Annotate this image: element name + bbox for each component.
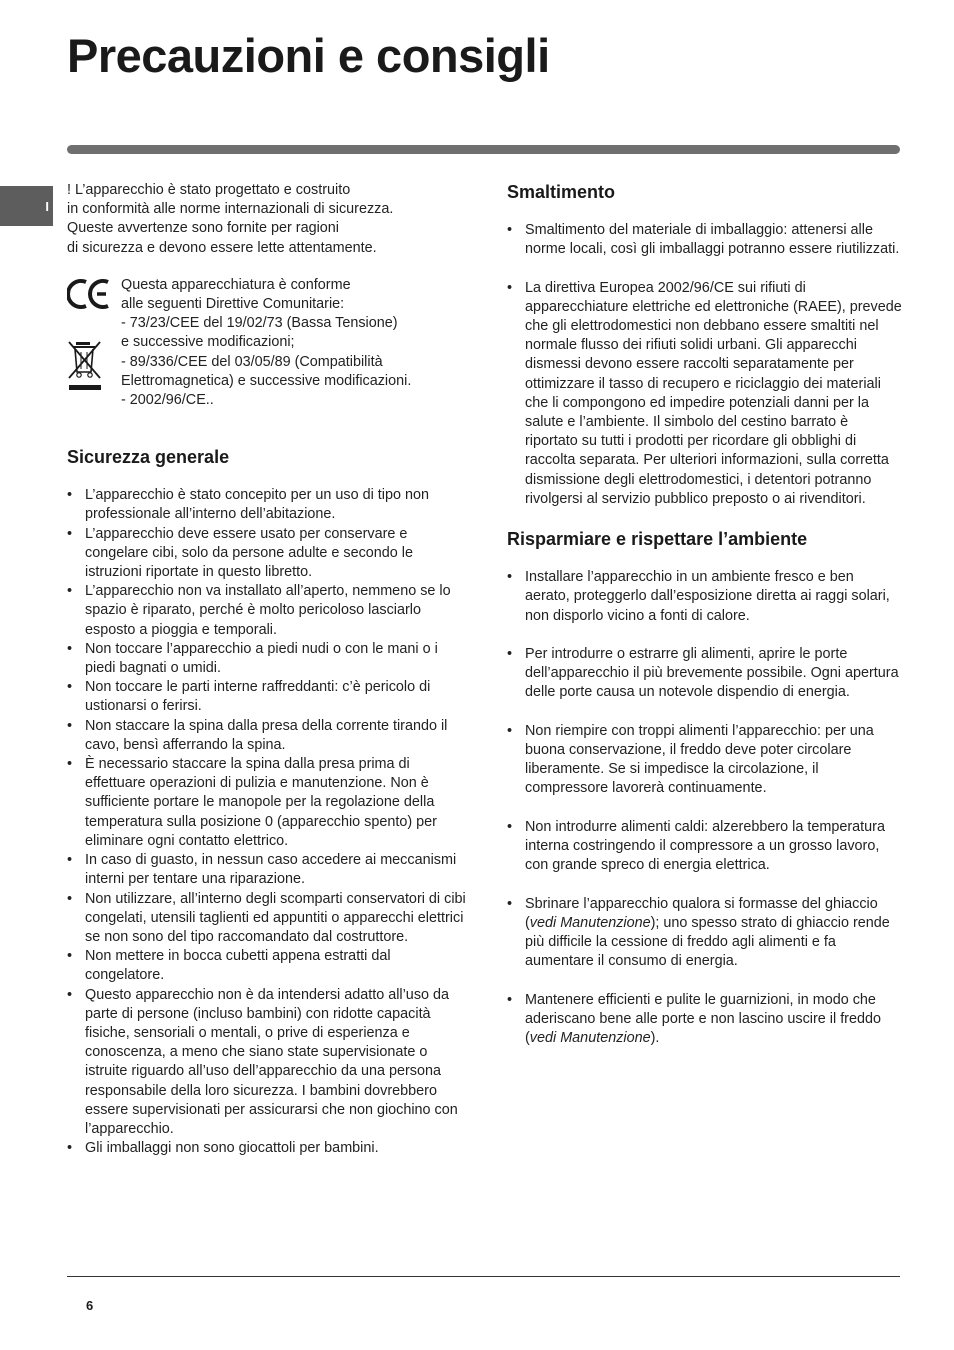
list-item: • Smaltimento del materiale di imballaggio: attenersi alle norme locali, così gli imballaggi potranno essere riutilizzati. [507, 221, 902, 259]
heading-risparmiare: Risparmiare e rispettare l’ambiente [507, 529, 808, 550]
list-item: • Per introdurre o estrarre gli alimenti, aprire le porte dell’apparecchio il più brevemente possibile. Ogni apertura delle porte causa un notevole dispendio di energia. [507, 645, 902, 703]
directives-text [121, 276, 467, 410]
sicurezza-list [67, 486, 467, 1158]
list-item [507, 991, 902, 1049]
intro-line: Queste avvertenze sono fornite per ragioni [67, 220, 339, 237]
right-column [507, 181, 902, 1067]
intro-line: in conformità alle norme internazionali di sicurezza. [67, 201, 394, 218]
intro-line: di sicurezza e devono essere lette attentamente. [67, 239, 377, 256]
page-title: Precauzioni e consigli [67, 29, 550, 82]
crossed-bin-icon [67, 340, 103, 401]
directive-line: - 89/336/CEE del 03/05/89 (Compatibilità [121, 353, 383, 370]
list-item: • Non toccare l’apparecchio a piedi nudi o con le mani o i piedi bagnati o umidi. [67, 640, 467, 678]
list-item [507, 895, 902, 972]
left-column [67, 181, 467, 1158]
list-item: • L’apparecchio non va installato all’aperto, nemmeno se lo spazio è riparato, perché è molto pericoloso lasciarlo esposto a pioggia e temporali. [67, 582, 467, 640]
cross-reference: vedi Manutenzione [529, 914, 651, 931]
directive-line: Elettromagnetica) e successive modificazioni. [121, 372, 412, 389]
list-item: • Non toccare le parti interne raffreddanti: c’è pericolo di ustionarsi o ferirsi. [67, 678, 467, 716]
directives-block [67, 276, 467, 410]
list-item: • Non introdurre alimenti caldi: alzerebbero la temperatura interna costringendo il compressore a un grosso lavoro, con grande spreco di energia elettrica. [507, 818, 902, 876]
list-item: • Non utilizzare, all’interno degli scomparti conservatori di cibi congelati, utensili taglienti ed appuntiti o apparecchi elettrici se non sono del tipo raccomandato dal costruttore. [67, 890, 467, 948]
list-item: • La direttiva Europea 2002/96/CE sui rifiuti di apparecchiature elettriche ed elettroniche (RAEE), prevede che gli elettrodomestici non debbano essere smaltiti nel normale flusso dei rifiuti solidi urbani. Gli apparecchi dismessi devono essere raccolti separatamente per ottimizzare il tasso di recupero e riciclaggio dei materiali che li compongono ed impedire potenziali danni per la salute e l’ambiente. Il simbolo del cestino barrato è riportato su tutti i prodotti per ricordare gli obblighi di raccolta separata. Per ulteriori informazioni, sulla corretta dismissione degli elettrodomestici, i detentori potranno rivolgersi al servizio pubblico preposto o ai rivenditori. [507, 279, 902, 509]
list-item: • Non staccare la spina dalla presa della corrente tirando il cavo, bensì afferrando la spina. [67, 717, 467, 755]
risparmiare-list [507, 568, 902, 1048]
directive-line: - 2002/96/CE.. [121, 392, 214, 409]
directive-line: - 73/23/CEE del 19/02/73 (Bassa Tensione) [121, 315, 398, 332]
language-tab-label: I [45, 198, 49, 214]
language-tab [0, 186, 53, 226]
list-item: • Installare l’apparecchio in un ambiente fresco e ben aerato, proteggerlo dall’esposizione diretta ai raggi solari, non disporlo vicino a fonti di calore. [507, 568, 902, 626]
item-text: ). [650, 1030, 660, 1047]
list-item: • Questo apparecchio non è da intendersi adatto all’uso da parte di persone (incluso bambini) con ridotte capacità fisiche, sensoriali o mentali, o prive di esperienza e conoscenza, a meno che siano state supervisionate o istruite riguardo all’uso dell’apparecchio da una persona responsabile della loro sicurezza. I bambini dovrebbero essere supervisionati per assicurarsi che non giochino con l’apparecchio. [67, 986, 467, 1140]
list-item: • In caso di guasto, in nessun caso accedere ai meccanismi interni per tentare una riparazione. [67, 851, 467, 889]
footer-divider [67, 1276, 900, 1277]
list-item: • Non riempire con troppi alimenti l’apparecchio: per una buona conservazione, il freddo deve poter circolare liberamente. Se si impedisce la circolazione, il compressore lavorerà continuamente. [507, 722, 902, 799]
list-item: • L’apparecchio è stato concepito per un uso di tipo non professionale all’interno dell’abitazione. [67, 486, 467, 524]
heading-smaltimento: Smaltimento [507, 182, 616, 202]
directive-line: alle seguenti Direttive Comunitarie: [121, 296, 345, 313]
item-text: ); uno spesso strato di ghiaccio rende più difficile la cessione di freddo agli alimenti e fa aumentare il consumo di energia. [525, 914, 890, 970]
list-item: • L’apparecchio deve essere usato per conservare e congelare cibi, solo da persone adulte e secondo le istruzioni riportate in questo libretto. [67, 525, 467, 583]
ce-mark-icon [67, 278, 111, 315]
directive-line: e successive modificazioni; [121, 334, 295, 351]
page-number: 6 [86, 1298, 94, 1313]
intro-line: ! L’apparecchio è stato progettato e costruito [67, 182, 351, 198]
item-text: Mantenere efficienti e pulite le guarnizioni, in modo che aderiscano bene alle porte e non lascino uscire il freddo ( [525, 991, 881, 1047]
list-item: • È necessario staccare la spina dalla presa prima di effettuare operazioni di pulizia e manutenzione. Non è sufficiente portare le manopole per la regolazione della temperatura sulla posizione 0 (apparecchio spento) per eliminare ogni contatto elettrico. [67, 755, 467, 851]
item-text: Sbrinare l’apparecchio qualora si formasse del ghiaccio ( [525, 895, 878, 931]
heading-sicurezza-generale: Sicurezza generale [67, 447, 230, 468]
smaltimento-list [507, 221, 902, 509]
intro-warning [67, 181, 467, 258]
cross-reference: vedi Manutenzione [529, 1030, 651, 1047]
title-divider [67, 145, 900, 154]
list-item: • Non mettere in bocca cubetti appena estratti dal congelatore. [67, 947, 467, 985]
directive-line: Questa apparecchiatura è conforme [121, 276, 351, 293]
list-item: • Gli imballaggi non sono giocattoli per bambini. [67, 1139, 467, 1158]
